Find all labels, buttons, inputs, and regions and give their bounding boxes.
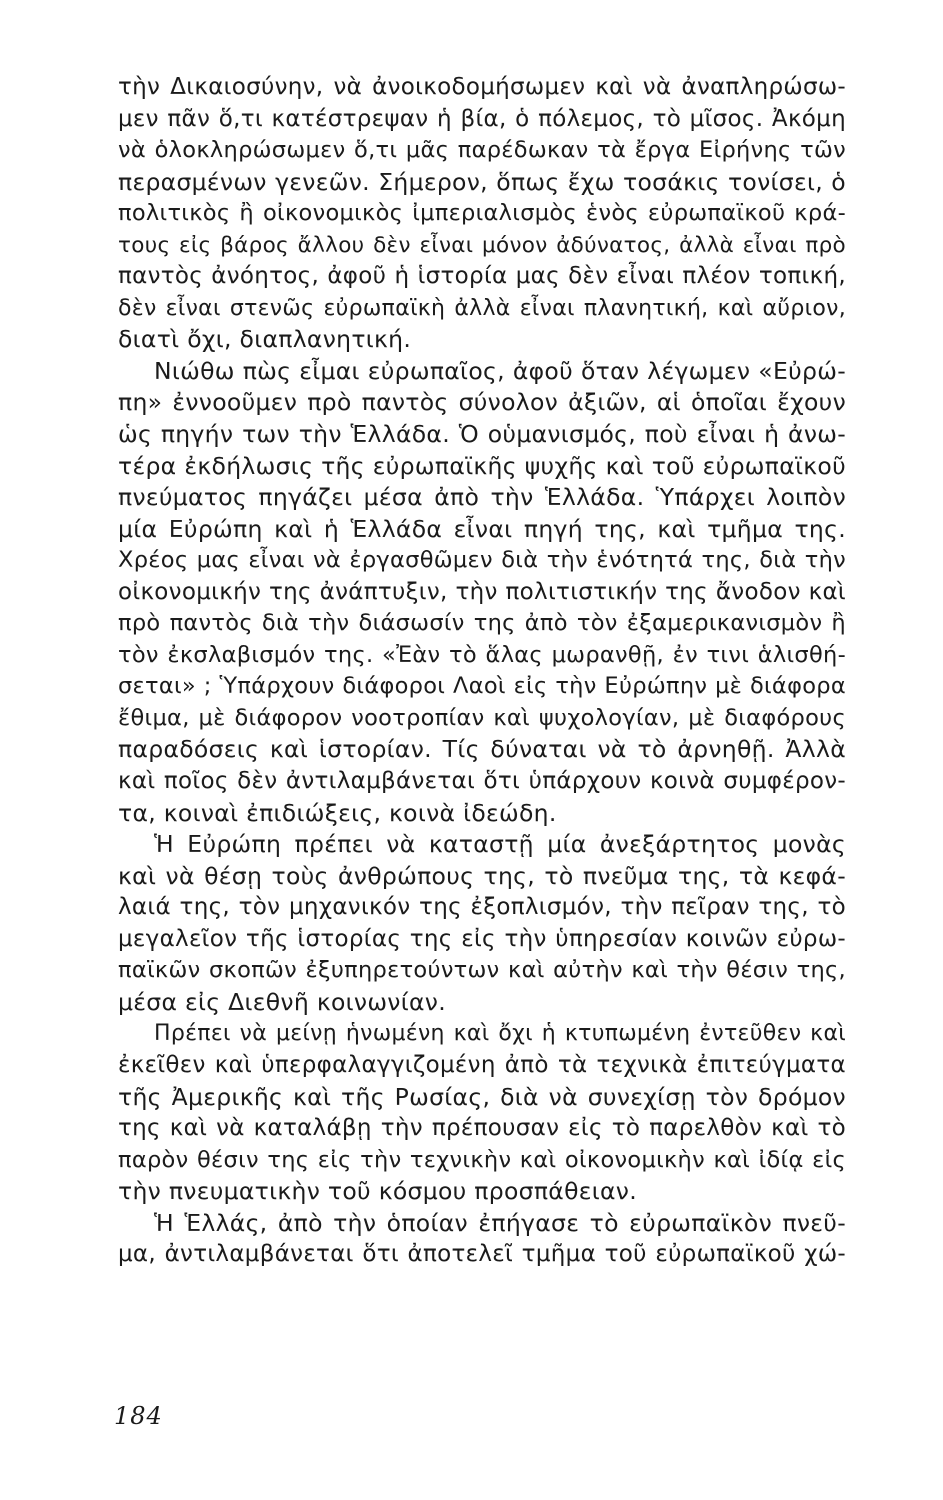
text-line: μεγαλεῖον τῆς ἱστορίας της εἰς τὴν ὑπηρεσίαν κοινῶν εὐρω- <box>118 925 846 952</box>
text-line: Νιώθω πὼς εἶμαι εὐρωπαῖος, ἀφοῦ ὅταν λέγωμεν «Εὐρώ- <box>154 356 846 385</box>
page-number: 184 <box>114 1402 163 1430</box>
text-line: Πρέπει νὰ μείνῃ ἡνωμένη καὶ ὄχι ἡ κτυπωμένη ἐντεῦθεν καὶ <box>154 1021 846 1047</box>
text-line: παϊκῶν σκοπῶν ἐξυπηρετούντων καὶ αὐτὴν καὶ τὴν θέσιν της, <box>118 957 846 984</box>
text-line: σεται» ; Ὑπάρχουν διάφοροι Λαοὶ εἰς τὴν Εὐρώπην μὲ διάφορα <box>118 673 846 700</box>
text-line: Χρέος μας εἶναι νὰ ἐργασθῶμεν διὰ τὴν ἑνότητά της, διὰ τὴν <box>118 547 846 574</box>
text-line: πολιτικὸς ἢ οἰκονομικὸς ἰμπεριαλισμὸς ἑνὸς εὐρωπαϊκοῦ κρά- <box>118 200 846 227</box>
text-line: μία Εὐρώπη καὶ ἡ Ἑλλάδα εἶναι πηγή της, καὶ τμῆμα της. <box>118 514 846 543</box>
text-line: ἐκεῖθεν καὶ ὑπερφαλαγγιζομένη ἀπὸ τὰ τεχνικὰ ἐπιτεύγματα <box>118 1051 846 1078</box>
paragraph <box>118 72 846 356</box>
text-line: μα, ἀντιλαμβάνεται ὅτι ἀποτελεῖ τμῆμα τοῦ εὐρωπαϊκοῦ χώ- <box>118 1241 846 1268</box>
text-line: περασμένων γενεῶν. Σήμερον, ὅπως ἔχω τοσάκις τονίσει, ὁ <box>118 167 846 196</box>
text-line: νὰ ὁλοκληρώσωμεν ὅ,τι μᾶς παρέδωκαν τὰ ἔργα Εἰρήνης τῶν <box>118 137 846 164</box>
text-line: μεν πᾶν ὅ,τι κατέστρεψαν ἡ βία, ὁ πόλεμος, τὸ μῖσος. Ἀκόμη <box>118 105 846 132</box>
text-line: τα, κοιναὶ ἐπιδιώξεις, κοινὰ ἰδεώδη. <box>118 798 557 827</box>
text-line: δὲν εἶναι στενῶς εὐρωπαϊκὴ ἀλλὰ εἶναι πλανητική, καὶ αὔριον, <box>118 295 846 321</box>
text-line: παντὸς ἀνόητος, ἀφοῦ ἡ ἱστορία μας δὲν εἶναι πλέον τοπική, <box>118 263 846 290</box>
text-line: τῆς Ἀμερικῆς καὶ τῆς Ρωσίας, διὰ νὰ συνεχίσῃ τὸν δρόμον <box>118 1082 846 1111</box>
text-line: ὡς πηγήν των τὴν Ἑλλάδα. Ὁ οὑμανισμός, ποὺ εἶναι ἡ ἀνω- <box>118 420 846 449</box>
text-line: τέρα ἐκδήλωσις τῆς εὐρωπαϊκῆς ψυχῆς καὶ τοῦ εὐρωπαϊκοῦ <box>118 451 846 480</box>
text-line: Ἡ Εὐρώπη πρέπει νὰ καταστῇ μία ἀνεξάρτητος μονὰς <box>154 830 846 859</box>
paragraph <box>118 356 846 829</box>
text-line: μέσα εἰς Διεθνῆ κοινωνίαν. <box>118 987 446 1016</box>
text-line: Ἡ Ἑλλάς, ἀπὸ τὴν ὁποίαν ἐπήγασε τὸ εὐρωπαϊκὸν πνεῦ- <box>154 1208 846 1237</box>
text-line: τὴν Δικαιοσύνην, νὰ ἀνοικοδομήσωμεν καὶ νὰ ἀναπληρώσω- <box>118 74 846 100</box>
text-line: της καὶ νὰ καταλάβῃ τὴν πρέπουσαν εἰς τὸ παρελθὸν καὶ τὸ <box>118 1115 846 1142</box>
text-line: πρὸ παντὸς διὰ τὴν διάσωσίν της ἀπὸ τὸν ἐξαμερικανισμὸν ἢ <box>118 610 846 637</box>
text-line: ἔθιμα, μὲ διάφορον νοοτροπίαν καὶ ψυχολογίαν, μὲ διαφόρους <box>118 704 846 731</box>
text-line: διατὶ ὄχι, διαπλανητική. <box>118 325 412 354</box>
text-line: παραδόσεις καὶ ἱστορίαν. Τίς δύναται νὰ τὸ ἀρνηθῇ. Ἀλλὰ <box>118 735 846 764</box>
text-line: λαιά της, τὸν μηχανικόν της ἐξοπλισμόν, τὴν πεῖραν της, τὸ <box>118 894 846 921</box>
text-line: τὴν πνευματικὴν τοῦ κόσμου προσπάθειαν. <box>118 1177 638 1206</box>
text-line: παρὸν θέσιν της εἰς τὴν τεχνικὴν καὶ οἰκονομικὴν καὶ ἰδίᾳ εἰς <box>118 1146 846 1173</box>
paragraph <box>118 829 846 1018</box>
text-line: καὶ νὰ θέσῃ τοὺς ἀνθρώπους της, τὸ πνεῦμα της, τὰ κεφά- <box>118 861 846 890</box>
text-line: πη» ἐννοοῦμεν πρὸ παντὸς σύνολον ἀξιῶν, αἱ ὁποῖαι ἔχουν <box>118 388 846 417</box>
paragraph <box>118 1208 846 1271</box>
text-line: οἰκονομικήν της ἀνάπτυξιν, τὴν πολιτιστικήν της ἄνοδον καὶ <box>118 578 846 605</box>
paragraph <box>118 1018 846 1207</box>
text-line: πνεύματος πηγάζει μέσα ἀπὸ τὴν Ἑλλάδα. Ὑπάρχει λοιπὸν <box>118 483 846 512</box>
body-text <box>118 72 846 1271</box>
text-line: τὸν ἐκσλαβισμόν της. «Ἐὰν τὸ ἅλας μωρανθῇ, ἐν τινι ἁλισθή- <box>118 641 846 668</box>
text-line: τους εἰς βάρος ἄλλου δὲν εἶναι μόνον ἀδύνατος, ἀλλὰ εἶναι πρὸ <box>118 232 846 258</box>
text-line: καὶ ποῖος δὲν ἀντιλαμβάνεται ὅτι ὑπάρχουν κοινὰ συμφέρον- <box>118 768 846 795</box>
